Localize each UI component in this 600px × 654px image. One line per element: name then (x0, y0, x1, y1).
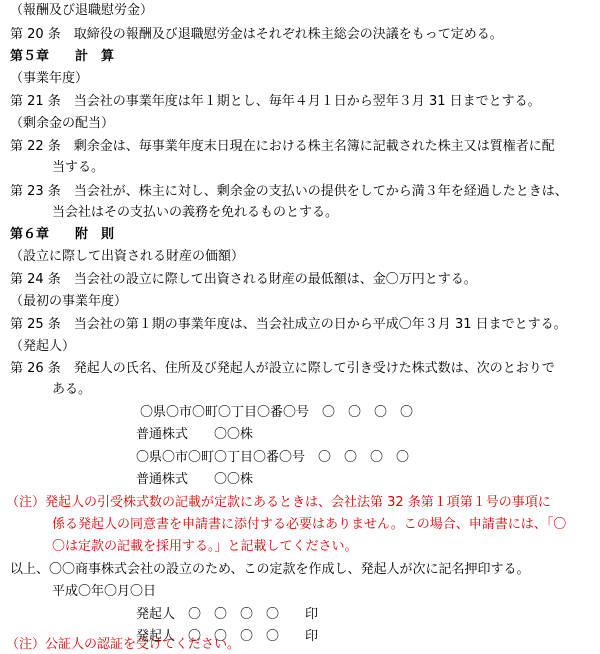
date-line: 平成〇年〇月〇日 (52, 584, 157, 599)
article-23-line-1: 第 23 条 当会社が、株主に対し、剰余金の支払いの提供をしてから満３年を経過したときは、 (10, 184, 568, 199)
section-caption-promoters: （発起人） (10, 339, 76, 354)
promoter-1-shares: 普通株式 〇〇株 (136, 427, 254, 442)
section-caption-contribution: （設立に際して出資される財産の価額） (10, 249, 245, 264)
article-22-line-1: 第 22 条 剰余金は、毎事業年度末日現在における株主名簿に記載された株主又は質権者に配 (10, 139, 555, 154)
note-2: （注）公証人の認証を受けてください。 (6, 637, 241, 652)
article-26-line-1: 第 26 条 発起人の氏名、住所及び発起人が設立に際して引き受けた株式数は、次のとおりで (10, 361, 555, 376)
note-1-line-3: 〇は定款の記載を採用する。」と記載してください。 (52, 539, 358, 554)
section-caption-remuneration: （報酬及び退職慰労金） (10, 3, 154, 18)
promoter-signature-2: 発起人 〇 〇 〇 〇 印 (136, 629, 319, 644)
promoter-1-address: 〇県〇市〇町〇丁目〇番〇号 〇 〇 〇 〇 (140, 405, 414, 420)
article-24: 第 24 条 当会社の設立に際して出資される財産の最低額は、金〇万円とする。 (10, 272, 477, 287)
article-25: 第 25 条 当会社の第１期の事業年度は、当会社成立の日から平成〇年３月 31 日までとする。 (10, 317, 567, 332)
note-1-line-2: 係る発起人の同意書を申請書に添付する必要はありません。この場合、申請書には、「〇 (52, 517, 567, 532)
promoter-2-address: 〇県〇市〇町〇丁目〇番〇号 〇 〇 〇 〇 (136, 450, 410, 465)
closing-statement: 以上、〇〇商事株式会社の設立のため、この定款を作成し、発起人が次に記名押印する。 (10, 562, 530, 577)
article-22-line-2: 当する。 (52, 160, 105, 175)
section-caption-fiscal-year: （事業年度） (10, 71, 89, 86)
note-1-line-1: （注）発起人の引受株式数の記載が定款にあるときは、会社法第 32 条第１項第１号の事項に (6, 495, 551, 510)
section-caption-dividend: （剰余金の配当） (10, 116, 115, 131)
article-26-line-2: ある。 (52, 382, 92, 397)
article-20: 第 20 条 取締役の報酬及び退職慰労金はそれぞれ株主総会の決議をもって定める。 (10, 27, 503, 42)
section-caption-first-fiscal-year: （最初の事業年度） (10, 294, 128, 309)
promoter-signature-1: 発起人 〇 〇 〇 〇 印 (136, 607, 319, 622)
article-21: 第 21 条 当会社の事業年度は年１期とし、毎年４月１日から翌年３月 31 日までとする。 (10, 94, 541, 109)
chapter-6-heading: 第６章 附 則 (10, 227, 115, 242)
promoter-2-shares: 普通株式 〇〇株 (136, 472, 254, 487)
article-23-line-2: 当会社はその支払いの義務を免れるものとする。 (52, 205, 339, 220)
chapter-5-heading: 第５章 計 算 (10, 49, 115, 64)
